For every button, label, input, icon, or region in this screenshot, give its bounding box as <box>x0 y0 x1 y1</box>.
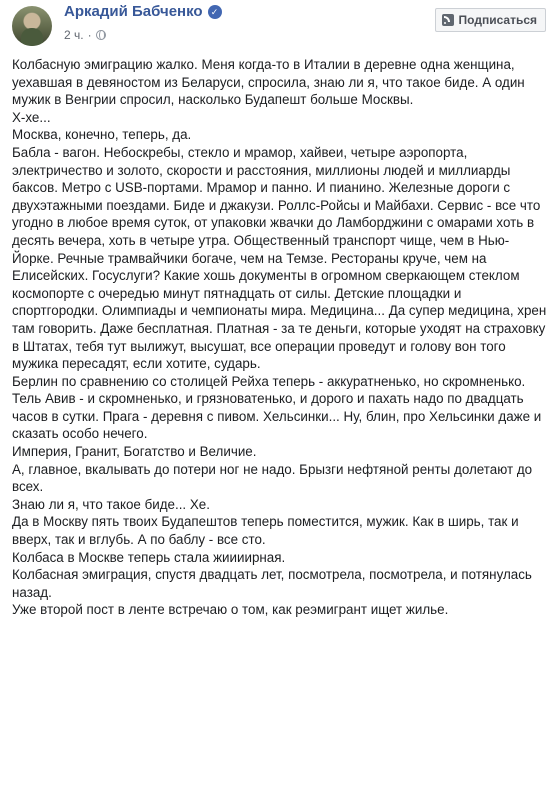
subscribe-button[interactable] <box>435 8 546 32</box>
author-name[interactable]: Аркадий Бабченко <box>64 3 203 20</box>
post-timestamp[interactable]: 2 ч. <box>64 28 84 42</box>
paragraph: Колбаса в Москве теперь стала жиииирная. <box>12 549 286 565</box>
author-avatar[interactable] <box>12 6 52 46</box>
paragraph: Да в Москву пять твоих Будапештов теперь поместится, мужик. Как в ширь, так и вверх, так и вглубь. А по баблу - все сто. <box>12 514 519 548</box>
paragraph: Москва, конечно, теперь, да. <box>12 127 192 143</box>
paragraph: Империя, Гранит, Богатство и Величие. <box>12 444 257 460</box>
post-meta <box>64 28 106 42</box>
author-name-row <box>64 3 222 20</box>
verified-badge-icon: ✓ <box>208 5 222 19</box>
paragraph: Берлин по сравнению со столицей Рейха теперь - аккуратненько, но скромненько. Тель Авив - и скромненько, и грязноватенько, и дорого и пахать надо по двадцать часов в сутки. Прага - деревня с пивом. Хельсинки... Ну, блин, про Хельсинки даже и сказать особо нечего. <box>12 373 542 442</box>
paragraph: Х-хе... <box>12 109 51 125</box>
separator-dot: · <box>87 28 92 42</box>
paragraph: А, главное, вкалывать до потери ног не надо. Брызги нефтяной ренты долетают до всех. <box>12 461 533 495</box>
paragraph: Бабла - вагон. Небоскребы, стекло и мрамор, хайвеи, четыре аэропорта, электричество и золото, скорости и расстояния, миллионы людей и миллиарды баксов. Метро с USB-портами. Мрамор и панно. И пианино. Железные дороги с двухэтажными поездами. Биде и джакузи. Роллс-Ройсы и Майбахи. Сервис - все что угодно в любое время суток, от упаковки жвачки до Ламборджини с омарами хоть в десять вечера, хоть в четыре утра. Общественный транспорт чище, чем в Нью-Йорке. Речные трамвайчики богаче, чем на Темзе. Рестораны круче, чем на Елисейских. Госуслуги? Какие хошь документы в огромном сверкающем стеклом космопорте с очередью минут пятнадцать от силы. Детские площадки и спортгородки. Олимпиады и чемпионаты мира. Медицина... Да супер медицина, хрен там говорить. Даже бесплатная. Платная - за те деньги, которые уходят на страховку в Штатах, тебя тут вылижут, высушат, все операции проведут и голову вон того мужика пересадят, если хотите, сударь. <box>12 144 547 372</box>
post-body <box>0 52 560 619</box>
paragraph: Колбасную эмиграцию жалко. Меня когда-то в Италии в деревне одна женщина, уехавшая в девяностом из Беларуси, спросила, знаю ли я, что такое биде. А один мужик в Венгрии спросил, насколько Будапешт больше Москвы. <box>12 57 525 108</box>
rss-icon <box>442 14 454 26</box>
globe-icon <box>96 30 106 40</box>
paragraph: Уже второй пост в ленте встречаю о том, как реэмигрант ищет жилье. <box>12 602 449 618</box>
paragraph: Колбасная эмиграция, спустя двадцать лет, посмотрела, посмотрела, и потянулась назад. <box>12 567 532 600</box>
subscribe-label: Подписаться <box>458 13 537 27</box>
paragraph: Знаю ли я, что такое биде... Хе. <box>12 496 210 512</box>
post-header <box>0 0 560 52</box>
